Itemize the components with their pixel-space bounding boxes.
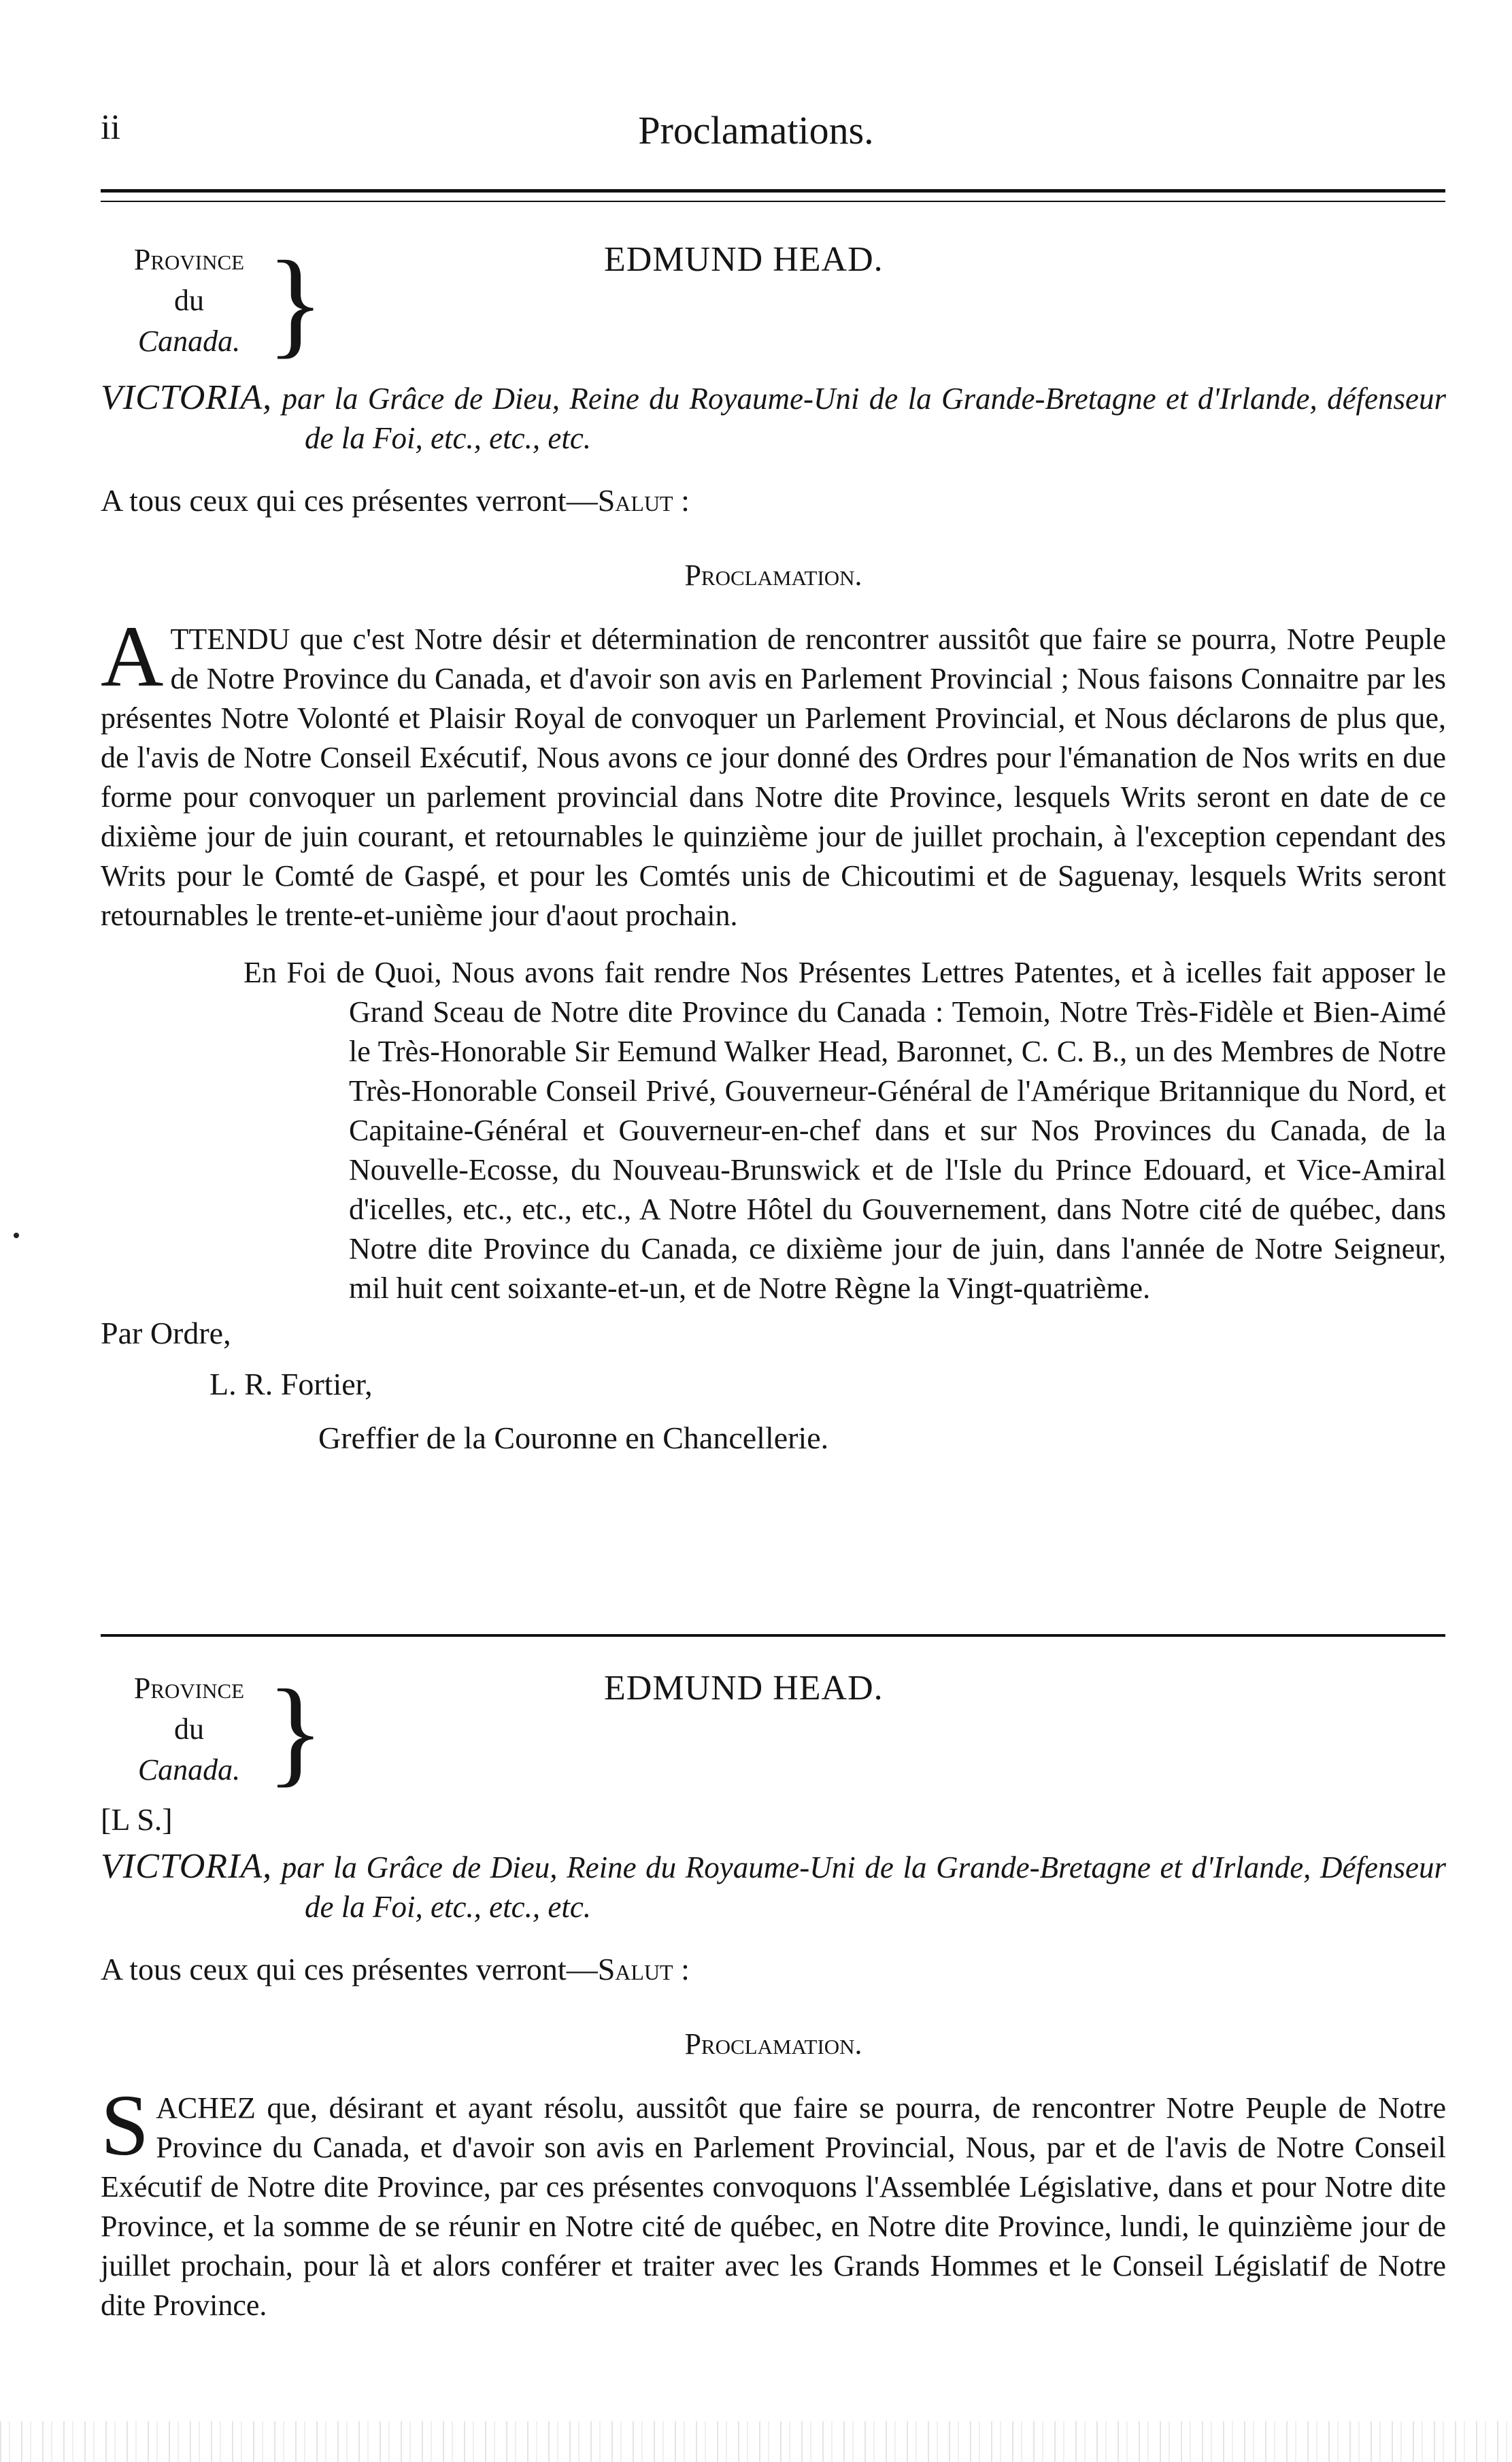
province-heading — [101, 1665, 1446, 1798]
page-number: ii — [101, 108, 120, 147]
victoria-name: VICTORIA, — [101, 1847, 273, 1886]
brace-icon: } — [267, 237, 324, 369]
ink-speck — [14, 1233, 19, 1238]
salut-word: Salut — [597, 1952, 673, 1986]
body-text: TTENDU que c'est Notre désir et détermination de rencontrer aussitôt que faire se pourra, Notre Peuple de Notre Province du Canada, et d'avoir son avis en Parlement Provincial ; Nous faisons Connaitre par les présentes Notre Volonté et Plaisir Royal de convoquer un Parlement Provincial, et Nous déclarons de plus que, de l'avis de Notre Conseil Exécutif, Nous avons ce jour donné des Ordres pour l'émanation de Nos writs en due forme pour convoquer un parlement provincial dans Notre dite Province, lesquels Writs seront en date de ce dixième jour de juin courant, et retournables le quinzième jour de juillet prochain, à l'exception cependant des Writs pour le Comté de Gaspé, et pour les Comtés unis de Chicoutimi et de Saguenay, lesquels Writs seront retournables le trente-et-unième jour d'aout prochain. — [101, 622, 1446, 932]
seal-mark: [L S.] — [101, 1802, 173, 1837]
province-line-2: du — [174, 284, 204, 317]
royal-title — [101, 1847, 1446, 1927]
proclamation-body — [101, 2077, 1446, 2325]
page-header — [101, 107, 1411, 162]
section-divider — [101, 1634, 1445, 1637]
scan-noise — [0, 2421, 1512, 2462]
drop-cap: A — [101, 608, 164, 705]
victoria-name: VICTORIA, — [101, 378, 273, 417]
witness-clause: En Foi de Quoi, Nous avons fait rendre Nos Présentes Lettres Patentes, et à icelles fait apposer le Grand Sceau de Notre dite Province du Canada : Temoin, Notre Très-Fidèle et Bien-Aimé le Très-Honorable Sir Eemund Walker Head, Baronnet, C. C. B., un des Membres de Notre Très-Honorable Conseil Privé, Gouverneur-Général de l'Amérique Britannique du Nord, et Capitaine-Général et Gouverneur-en-chef dans et sur Nos Provinces du Canada, de la Nouvelle-Ecosse, du Nouveau-Brunswick et de l'Isle du Prince Edouard, et Vice-Amiral d'icelles, etc., etc., etc., A Notre Hôtel du Gouvernement, dans Notre cité de québec, dans Notre dite Province du Canada, ce dixième jour de juin, dans l'année de Notre Seigneur, mil huit cent soixante-et-un, et de Notre Règne la Vingt-quatrième. — [243, 956, 1446, 1305]
victoria-text: par la Grâce de Dieu, Reine du Royaume-Uni de la Grande-Bretagne et d'Irlande, Défenseur de la Foi, etc., etc., etc. — [281, 1850, 1447, 1924]
province-block — [101, 1668, 278, 1791]
header-rule — [101, 189, 1445, 202]
salut-text: A tous ceux qui ces présentes verront— — [101, 483, 598, 518]
province-line-2: du — [174, 1712, 204, 1746]
governor-name: EDMUND HEAD. — [604, 240, 884, 279]
par-ordre: Par Ordre, — [101, 1316, 231, 1350]
governor-name: EDMUND HEAD. — [604, 1669, 884, 1708]
province-line-1: Province — [133, 1671, 245, 1705]
proclamation-heading: Proclamation. — [684, 2027, 862, 2061]
victoria-text: par la Grâce de Dieu, Reine du Royaume-Uni de la Grande-Bretagne et d'Irlande, défenseur de la Foi, etc., etc., etc. — [282, 382, 1447, 455]
salut-line — [101, 1951, 1446, 1987]
salut-tail: : — [673, 1952, 690, 1986]
province-block — [101, 239, 278, 362]
body-text: ACHEZ que, désirant et ayant résolu, aussitôt que faire se pourra, de rencontrer Notre Peuple de Notre Province du Canada, et d'avoir son avis en Parlement Provincial, Nous, par et de l'avis de Notre Conseil Exécutif de Notre dite Province, par ces présentes convoquons l'Assemblée Législative, dans et pour Notre dite Province, et la somme de se réunir en Notre cité de québec, en Notre dite Province, lundi, le quinzième jour de juillet prochain, pour là et alors conférer et traiter avec les Grands Hommes et le Conseil Législatif de Notre dite Province. — [101, 2091, 1446, 2322]
running-title: Proclamations. — [638, 108, 874, 152]
proclamation-body — [101, 608, 1446, 935]
drop-cap: S — [101, 2077, 150, 2174]
salut-line — [101, 482, 1446, 518]
salut-text: A tous ceux qui ces présentes verront— — [101, 1952, 598, 1986]
signer-name: L. R. Fortier, — [209, 1367, 373, 1401]
salut-word: Salut — [597, 483, 673, 518]
salut-tail: : — [673, 483, 690, 518]
proclamation-1 — [101, 239, 1446, 1456]
brace-icon: } — [267, 1665, 324, 1798]
proclamation-2 — [101, 1665, 1447, 2325]
royal-title — [101, 378, 1446, 458]
proclamation-heading: Proclamation. — [684, 559, 862, 592]
province-line-3: Canada. — [137, 1753, 241, 1786]
province-heading — [101, 239, 1446, 369]
province-line-1: Province — [133, 243, 245, 276]
province-line-3: Canada. — [137, 325, 241, 358]
signer-title: Greffier de la Couronne en Chancellerie. — [318, 1420, 829, 1455]
